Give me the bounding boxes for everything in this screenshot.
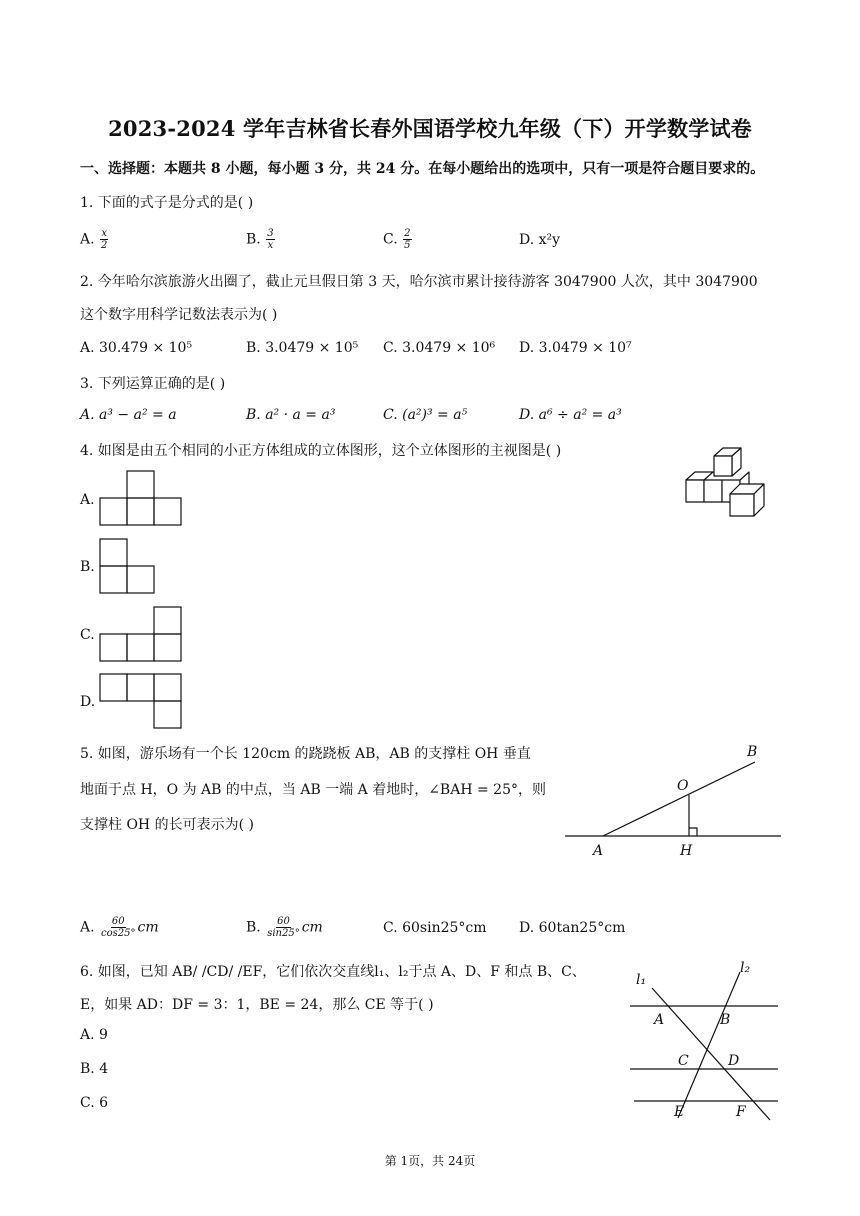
- q1-c-fraction: [403, 228, 411, 251]
- q5-b-numerator: 60: [277, 916, 290, 927]
- q5-a-label: A.: [80, 919, 95, 936]
- q1-option-c: [383, 228, 413, 251]
- q1-a-numerator: x: [101, 228, 108, 239]
- q4-option-b-figure: [100, 538, 160, 594]
- q6-label-F: F: [736, 1104, 746, 1120]
- q4-option-a-label: A.: [80, 492, 95, 508]
- q2-option-c: C. 3.0479 × 10⁶: [383, 340, 496, 356]
- q6-option-b: B. 4: [80, 1061, 109, 1077]
- q6-label-A: A: [654, 1012, 665, 1028]
- q5-label-B: B: [747, 744, 758, 760]
- q6-label-l2: l₂: [740, 960, 751, 976]
- q1-b-numerator: 3: [267, 228, 274, 239]
- page-title: 2023-2024 学年吉林省长春外国语学校九年级（下）开学数学试卷: [108, 116, 752, 141]
- q1-b-label: B.: [246, 231, 261, 248]
- q5-label-O: O: [677, 778, 689, 794]
- q5-a-numerator: 60: [111, 916, 125, 927]
- q5-b-denominator: sin25°: [267, 928, 300, 939]
- q5-label-H: H: [680, 843, 693, 859]
- q4-option-d-label: D.: [80, 694, 96, 710]
- q5-a-denominator: cos25°: [101, 928, 136, 939]
- q5-a-unit: cm: [137, 919, 159, 936]
- q3-option-b: B. a² · a = a³: [246, 407, 336, 423]
- q6-label-l1: l₁: [636, 972, 647, 988]
- q1-b-fraction: [266, 228, 274, 251]
- q4-option-a-figure: [100, 470, 184, 526]
- q4-option-b-label: B.: [80, 559, 95, 575]
- q1-a-label: A.: [80, 231, 95, 248]
- q1-a-denominator: 2: [101, 240, 108, 251]
- q5-option-d: D. 60tan25°cm: [519, 920, 626, 936]
- q4-option-d-figure: [100, 673, 184, 729]
- q6-line2: E，如果 AD：DF = 3：1，BE = 24，那么 CE 等于( ): [80, 997, 434, 1013]
- q1-c-numerator: 2: [404, 228, 411, 239]
- q6-label-C: C: [678, 1053, 689, 1069]
- q2-line2: 这个数字用科学记数法表示为( ): [80, 307, 278, 323]
- q6-parallel-lines-figure: [628, 958, 780, 1128]
- q1-option-d: D. x²y: [519, 232, 561, 248]
- q2-option-d: D. 3.0479 × 10⁷: [519, 340, 632, 356]
- q3-stem: 3. 下列运算正确的是( ): [80, 376, 226, 392]
- q5-seesaw-figure: [565, 740, 785, 860]
- q3-option-d: D. a⁶ ÷ a² = a³: [519, 407, 622, 423]
- q1-option-a: [80, 228, 109, 251]
- q5-b-label: B.: [246, 919, 261, 936]
- q6-label-B: B: [720, 1012, 731, 1028]
- q6-option-c: C. 6: [80, 1095, 109, 1111]
- q3-option-a: A. a³ − a² = a: [80, 407, 177, 423]
- q5-option-a: [80, 916, 159, 939]
- q1-a-fraction: [100, 228, 108, 251]
- q5-option-b: [246, 916, 323, 939]
- q5-label-A: A: [593, 843, 604, 859]
- q1-option-b: [246, 228, 276, 251]
- section-heading: 一、选择题：本题共 8 小题，每小题 3 分，共 24 分。在每小题给出的选项中，只有一项是符合题目要求的。: [80, 161, 765, 177]
- q1-b-denominator: x: [267, 240, 274, 251]
- q6-line1: 6. 如图，已知 AB/ /CD/ /EF，它们依次交直线l₁、l₂于点 A、D、F 和点 B、C、: [80, 964, 586, 980]
- q6-label-D: D: [728, 1053, 740, 1069]
- q1-c-denominator: 5: [404, 240, 411, 251]
- q2-line1: 2. 今年哈尔滨旅游火出圈了，截止元旦假日第 3 天，哈尔滨市累计接待游客 3047900 人次，其中 3047900: [80, 274, 758, 290]
- q6-label-E: E: [674, 1104, 685, 1120]
- q4-cube-figure: [684, 438, 780, 520]
- q6-option-a: A. 9: [80, 1027, 108, 1043]
- q4-stem: 4. 如图是由五个相同的小正方体组成的立体图形，这个立体图形的主视图是( ): [80, 443, 562, 459]
- q5-b-unit: cm: [301, 919, 323, 936]
- q5-a-fraction: [100, 916, 136, 939]
- q5-line3: 支撑柱 OH 的长可表示为( ): [80, 817, 254, 833]
- q1-c-label: C.: [383, 231, 398, 248]
- q5-line2: 地面于点 H，O 为 AB 的中点，当 AB 一端 A 着地时，∠BAH = 25°，则: [80, 782, 546, 798]
- q4-option-c-figure: [100, 606, 184, 662]
- q5-b-fraction: [266, 916, 301, 939]
- q5-option-c: C. 60sin25°cm: [383, 920, 487, 936]
- q1-stem: 1. 下面的式子是分式的是( ): [80, 195, 254, 211]
- q5-line1: 5. 如图，游乐场有一个长 120cm 的跷跷板 AB，AB 的支撑柱 OH 垂直: [80, 746, 531, 762]
- page-footer: 第 1页，共 24页: [384, 1154, 476, 1168]
- q3-option-c: C. (a²)³ = a⁵: [383, 407, 468, 423]
- q2-option-b: B. 3.0479 × 10⁵: [246, 340, 359, 356]
- q4-option-c-label: C.: [80, 627, 95, 643]
- q2-option-a: A. 30.479 × 10⁵: [80, 340, 193, 356]
